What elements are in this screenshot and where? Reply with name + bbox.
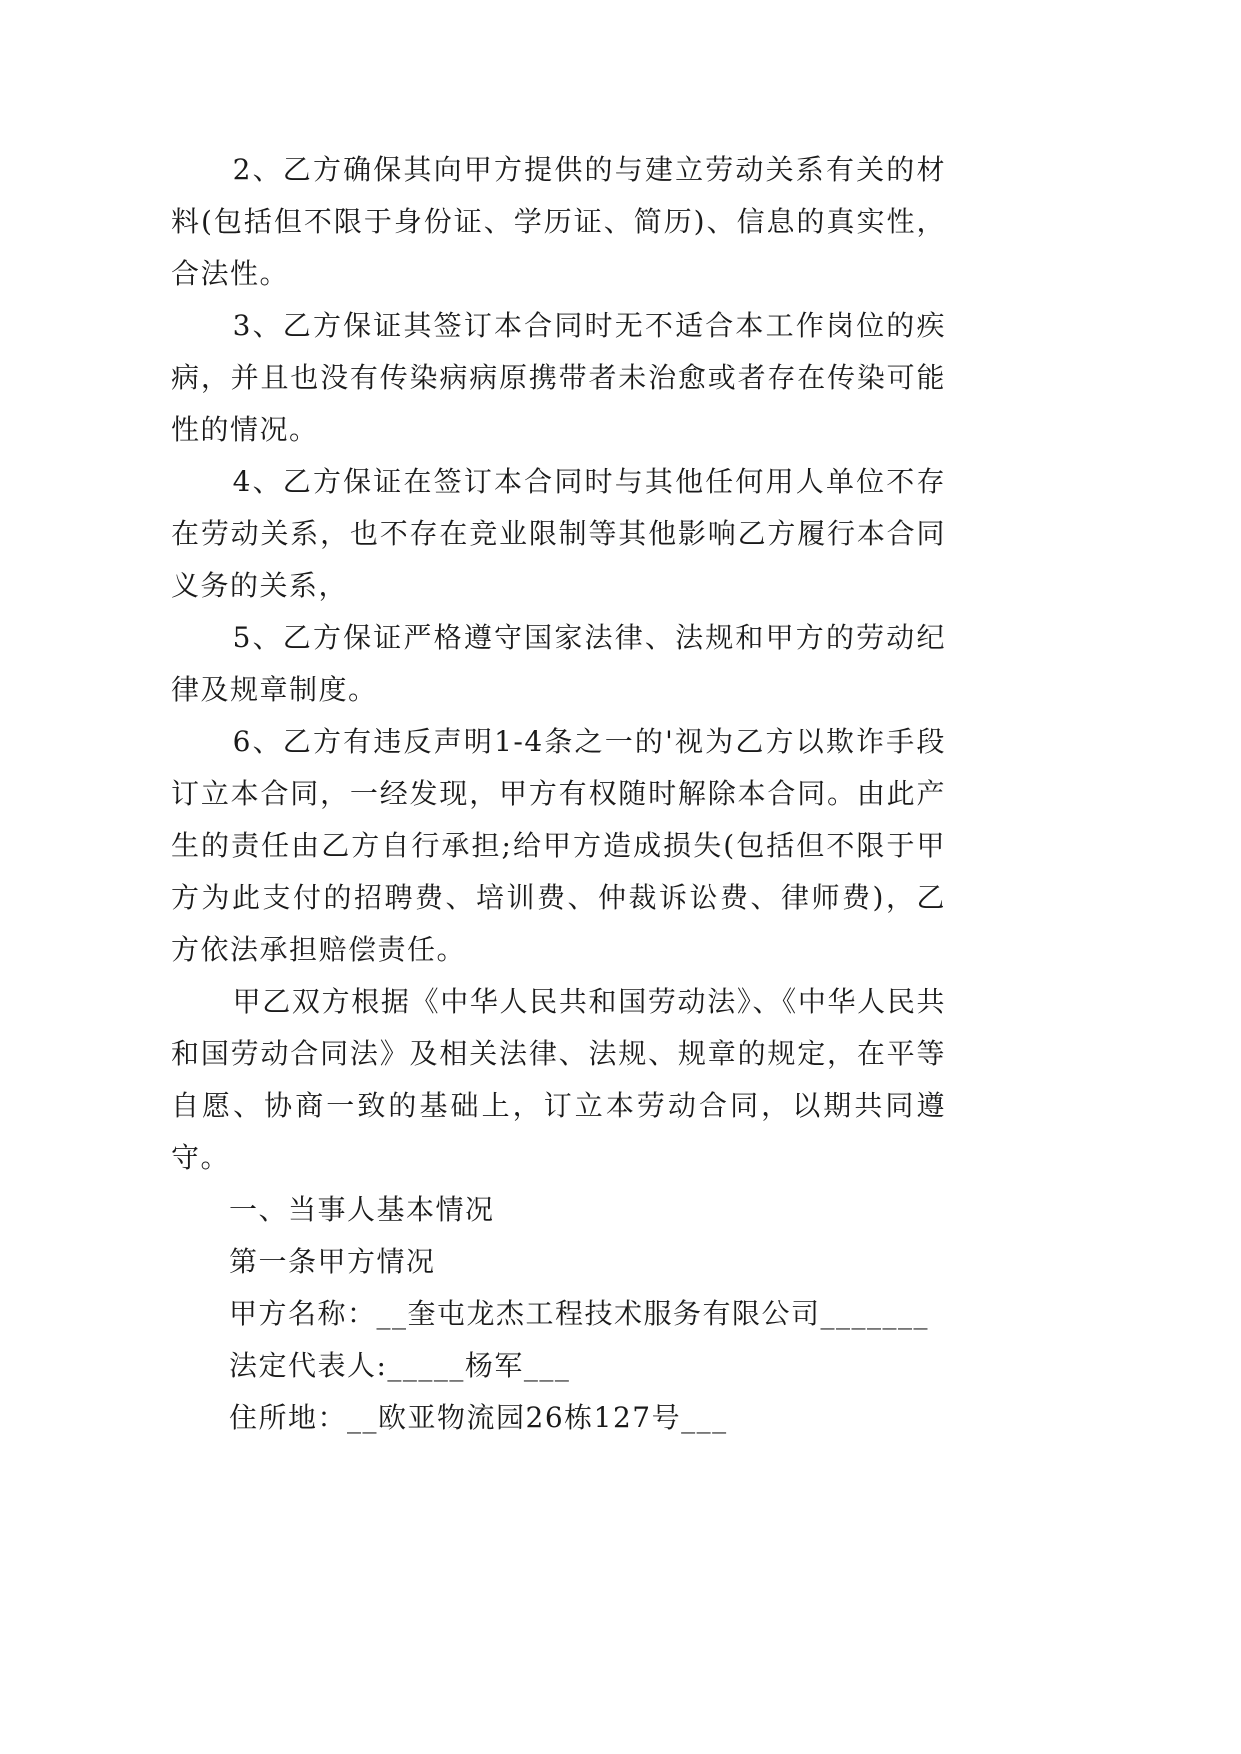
clause-5-paragraph: 5、乙方保证严格遵守国家法律、法规和甲方的劳动纪律及规章制度。 (171, 621, 946, 706)
article-heading: 第一条甲方情况 (229, 1245, 436, 1278)
address-field: 住所地：__欧亚物流园26栋127号___ (229, 1401, 728, 1434)
party-a-name-field: 甲方名称：__奎屯龙杰工程技术服务有限公司_______ (229, 1297, 930, 1330)
document-body (171, 144, 946, 1444)
clause-6-paragraph: 6、乙方有违反声明1-4条之一的'视为乙方以欺诈手段订立本合同，一经发现，甲方有权随时解除本合同。由此产生的责任由乙方自行承担;给甲方造成损失(包括但不限于甲方为此支付的招聘费、培训费、仲裁诉讼费、律师费)，乙方依法承担赔偿责任。 (171, 725, 946, 966)
clause-4-paragraph: 4、乙方保证在签订本合同时与其他任何用人单位不存在劳动关系，也不存在竞业限制等其他影响乙方履行本合同义务的关系， (171, 465, 946, 602)
clause-2-paragraph: 2、乙方确保其向甲方提供的与建立劳动关系有关的材料(包括但不限于身份证、学历证、简历)、信息的真实性，合法性。 (171, 153, 946, 290)
preamble-paragraph: 甲乙双方根据《中华人民共和国劳动法》、《中华人民共和国劳动合同法》及相关法律、法规、规章的规定，在平等自愿、协商一致的基础上，订立本劳动合同，以期共同遵守。 (171, 985, 946, 1174)
section-heading: 一、当事人基本情况 (229, 1193, 495, 1226)
clause-3-paragraph: 3、乙方保证其签订本合同时无不适合本工作岗位的疾病，并且也没有传染病病原携带者未治愈或者存在传染可能性的情况。 (171, 309, 946, 446)
legal-representative-field: 法定代表人:_____杨军___ (229, 1349, 571, 1382)
